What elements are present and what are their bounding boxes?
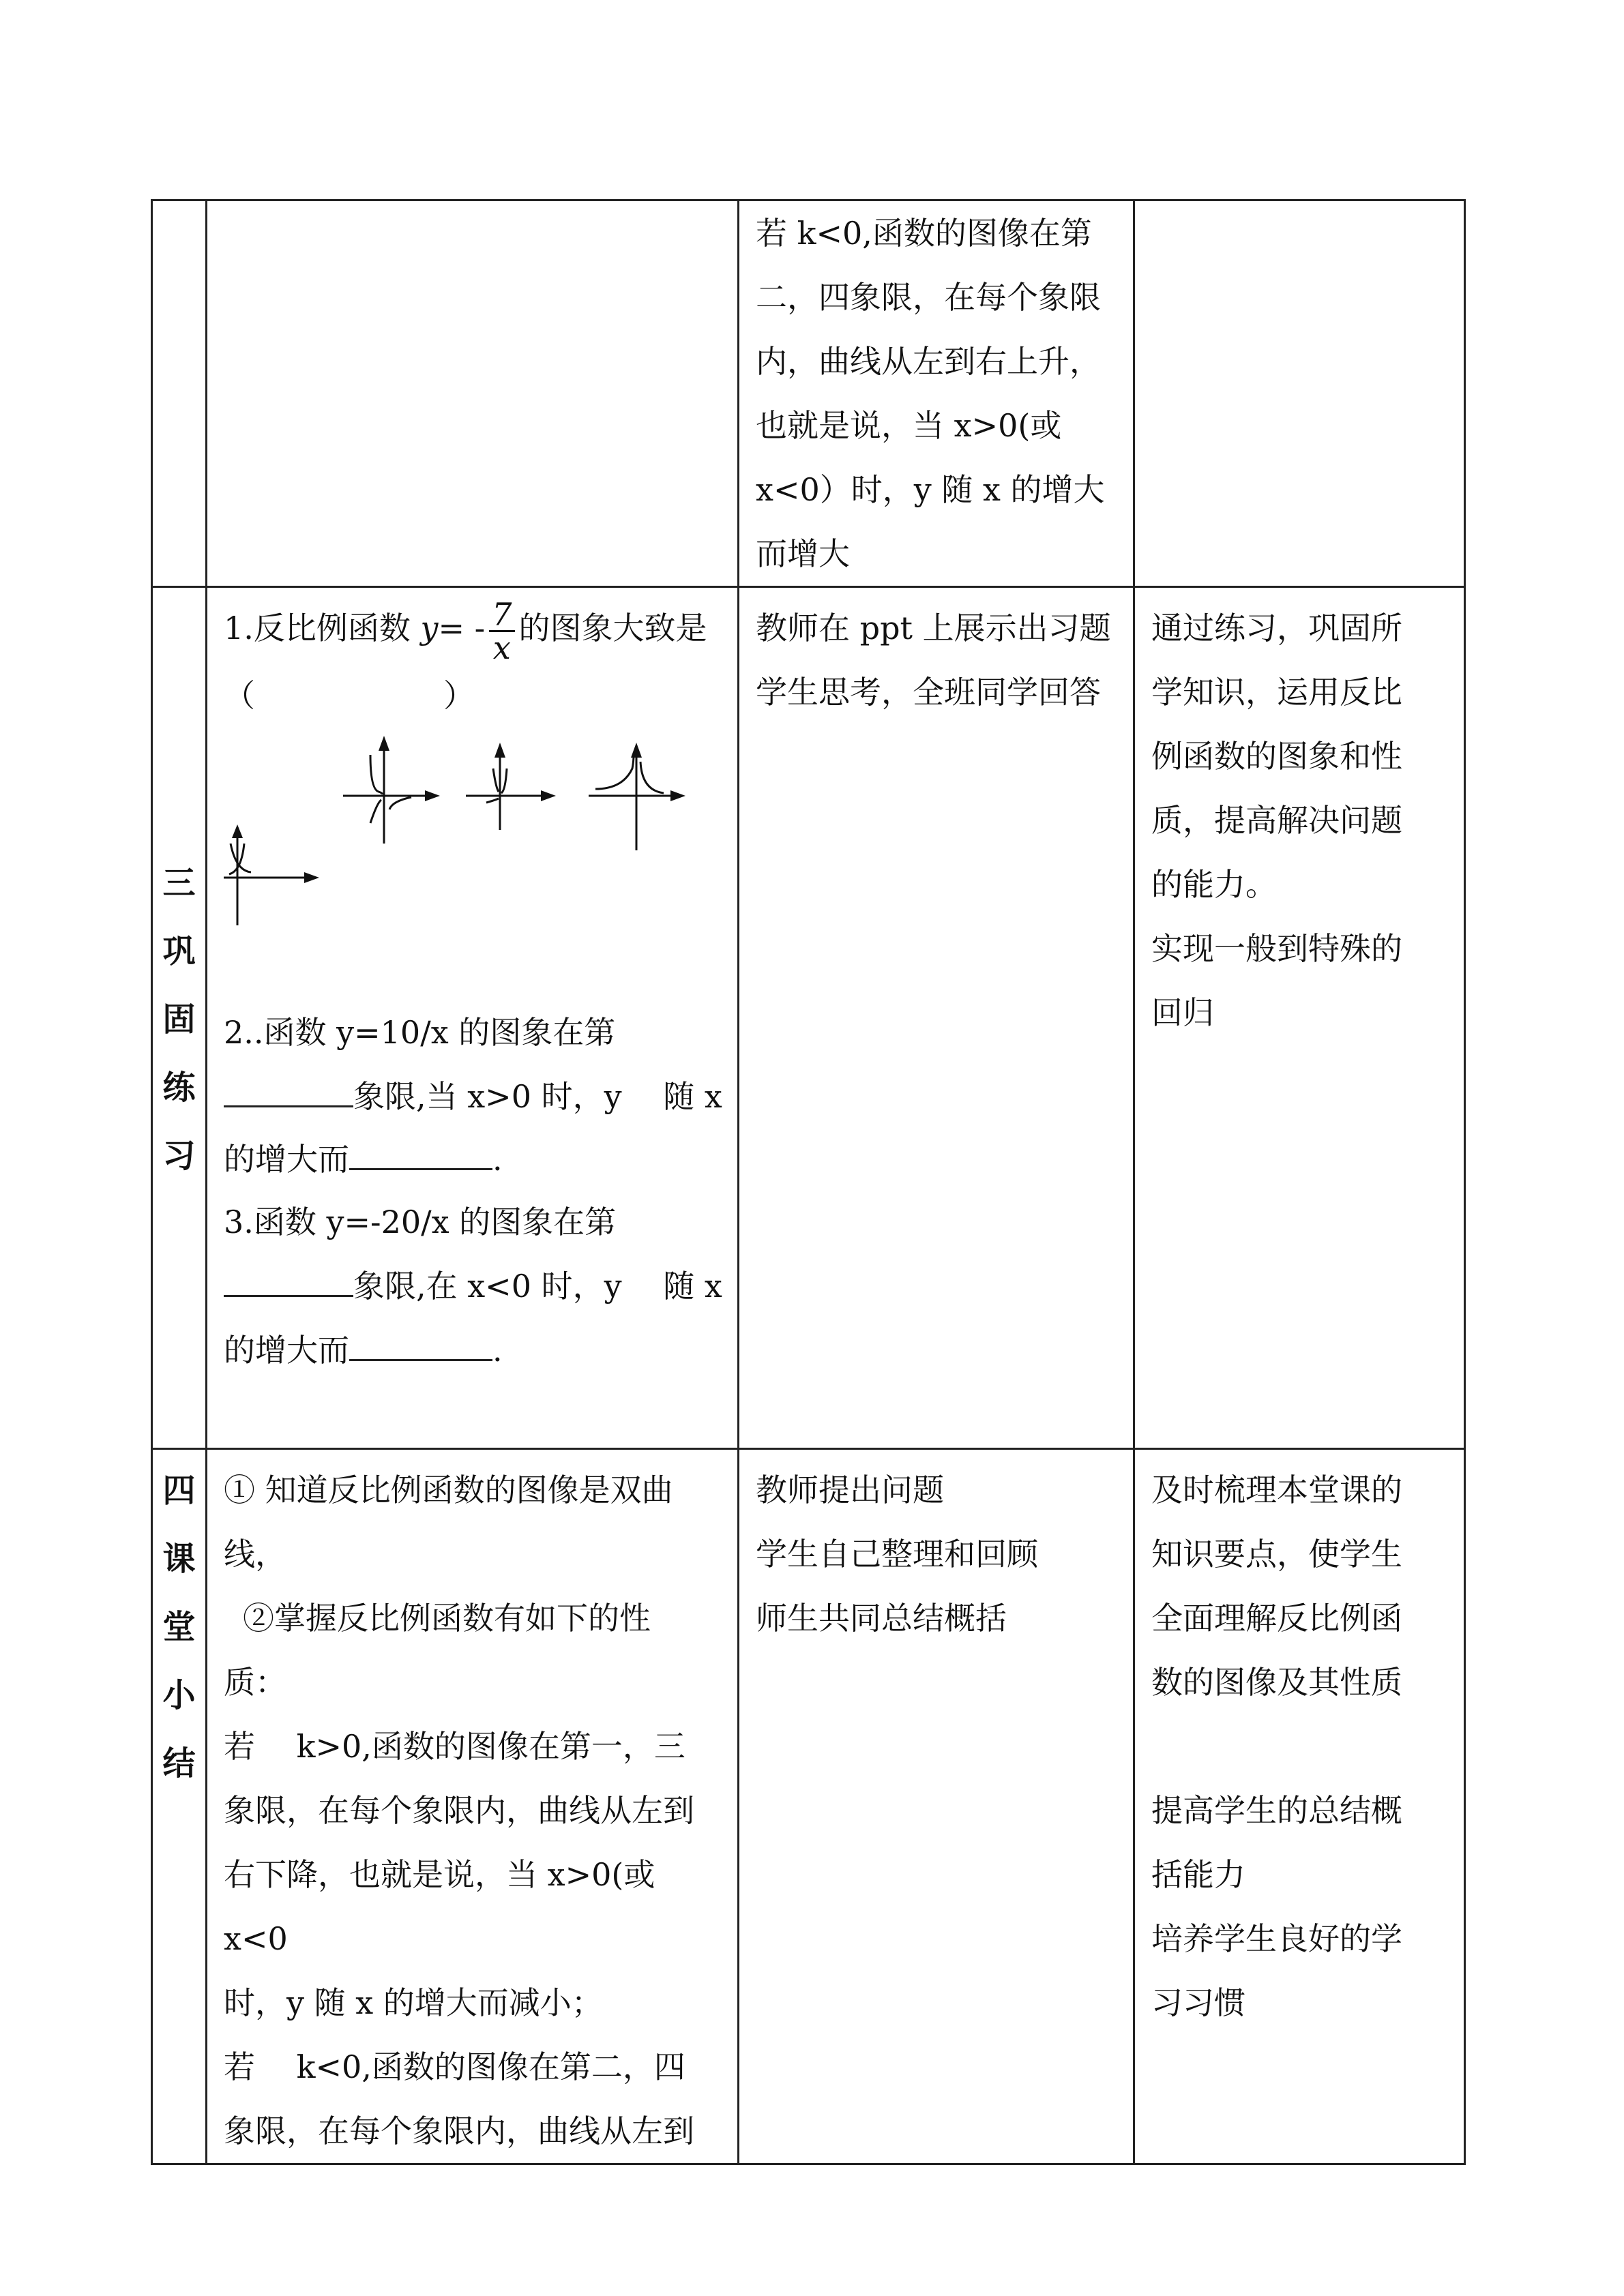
row1-activity-cell [739, 200, 1134, 587]
row3-label-cell [152, 1449, 207, 2164]
text-line: 若 k<0,函数的图像在第二，四 [224, 2048, 685, 2085]
graph-option-b [343, 734, 445, 850]
text-line: 象限，在每个象限内，曲线从左到 [224, 1792, 694, 1829]
text-line: 质： [224, 1664, 286, 1701]
text-line: 右下降，也就是说，当 x>0(或 x<0 [224, 1856, 655, 1957]
row1-intent-cell [1134, 200, 1465, 587]
text-line: 的能力。 [1151, 866, 1277, 903]
text-line: 若 k<0,函数的图像在第 [756, 215, 1092, 252]
fill-blank[interactable] [349, 1332, 492, 1361]
answer-paren: （ ） [224, 676, 475, 714]
text-line: 知识要点，使学生 [1151, 1536, 1402, 1572]
question-3-line1: 3.函数 y=-20/x 的图象在第 [224, 1203, 617, 1240]
row2-activity-cell [739, 587, 1134, 1449]
text-line: 及时梳理本堂课的 [1151, 1472, 1402, 1508]
text-line: ②掌握反比例函数有如下的性 [243, 1600, 651, 1637]
table-row-practice [152, 587, 1465, 1449]
text-line: 二，四象限，在每个象限 [756, 279, 1101, 316]
question-2-line2: 象限,当 x>0 时，y 随 x [224, 1064, 725, 1129]
table-row-continuation [152, 200, 1465, 587]
row2-label-cell [152, 587, 207, 1449]
row3-activity-cell [739, 1449, 1134, 2164]
text-line: 也就是说，当 x>0(或 [756, 407, 1062, 444]
text-line: 师生共同总结概括 [756, 1600, 1007, 1637]
question-3-line3: 的增大而 . [224, 1331, 503, 1369]
text-line: ① 知道反比例函数的图像是双曲 [224, 1472, 673, 1508]
text-line: 回归 [1151, 994, 1214, 1031]
row3-content-cell [207, 1449, 739, 2164]
text-line: 若 k>0,函数的图像在第一，三 [224, 1728, 685, 1765]
fraction: $\frac{7}{x}$ [489, 599, 514, 664]
fill-blank[interactable] [224, 1078, 353, 1107]
graph-options [224, 734, 725, 959]
text-line: 教师在 ppt 上展示出习题 [756, 610, 1111, 646]
row1-label-cell [152, 200, 207, 587]
row3-intent-cell [1134, 1449, 1465, 2164]
fill-blank[interactable] [349, 1141, 492, 1170]
text-line: 学知识，运用反比 [1151, 674, 1402, 711]
text-line: 学生自己整理和回顾 [756, 1536, 1038, 1572]
graph-option-d [589, 741, 691, 857]
text-line: 提高学生的总结概 [1151, 1792, 1402, 1829]
question-1: 1.反比例函数 y= - $\frac{7}{x}$ 的图象大致是 [224, 595, 707, 666]
text-line: 例函数的图象和性 [1151, 738, 1402, 775]
text-line: 时，y 随 x 的增大而减小； [224, 1984, 603, 2021]
text-line: 线， [224, 1536, 286, 1572]
text-line: 括能力 [1151, 1856, 1245, 1893]
text-line: 实现一般到特殊的 [1151, 930, 1402, 967]
text-line [1151, 1714, 1451, 1778]
row1-content-cell [207, 200, 739, 587]
section-label: 四 课 堂 小 结 [162, 1472, 196, 1783]
text-line: 习习惯 [1151, 1984, 1245, 2021]
text-line: 通过练习，巩固所 [1151, 610, 1402, 646]
text-line: 教师提出问题 [756, 1472, 944, 1508]
text-line: 象限，在每个象限内，曲线从左到 [224, 2113, 694, 2149]
text-line: 内，曲线从左到右上升， [756, 343, 1101, 380]
text-line: 质，提高解决问题 [1151, 802, 1402, 839]
text-line: 全面理解反比例函 [1151, 1600, 1402, 1637]
text-line: 数的图像及其性质 [1151, 1664, 1402, 1701]
section-label: 三 巩 固 练 习 [162, 863, 196, 1175]
text-line: 培养学生良好的学 [1151, 1920, 1402, 1957]
fill-blank[interactable] [224, 1268, 353, 1297]
lesson-plan-table [151, 199, 1466, 2165]
text-line: 学生思考，全班同学回答 [756, 674, 1101, 711]
graph-option-a [224, 823, 326, 925]
row2-content-cell [207, 587, 739, 1449]
table-row-summary [152, 1449, 1465, 2164]
row2-intent-cell [1134, 587, 1465, 1449]
question-3-line2: 象限,在 x<0 时，y 随 x [224, 1254, 725, 1318]
graph-option-c [466, 741, 561, 844]
text-line: x<0）时，y 随 x 的增大 [756, 471, 1105, 508]
question-2-line1: 2..函数 y=10/x 的图象在第 [224, 1013, 616, 1051]
question-2-line3: 的增大而 . [224, 1140, 503, 1178]
text-line: 而增大 [756, 535, 850, 572]
